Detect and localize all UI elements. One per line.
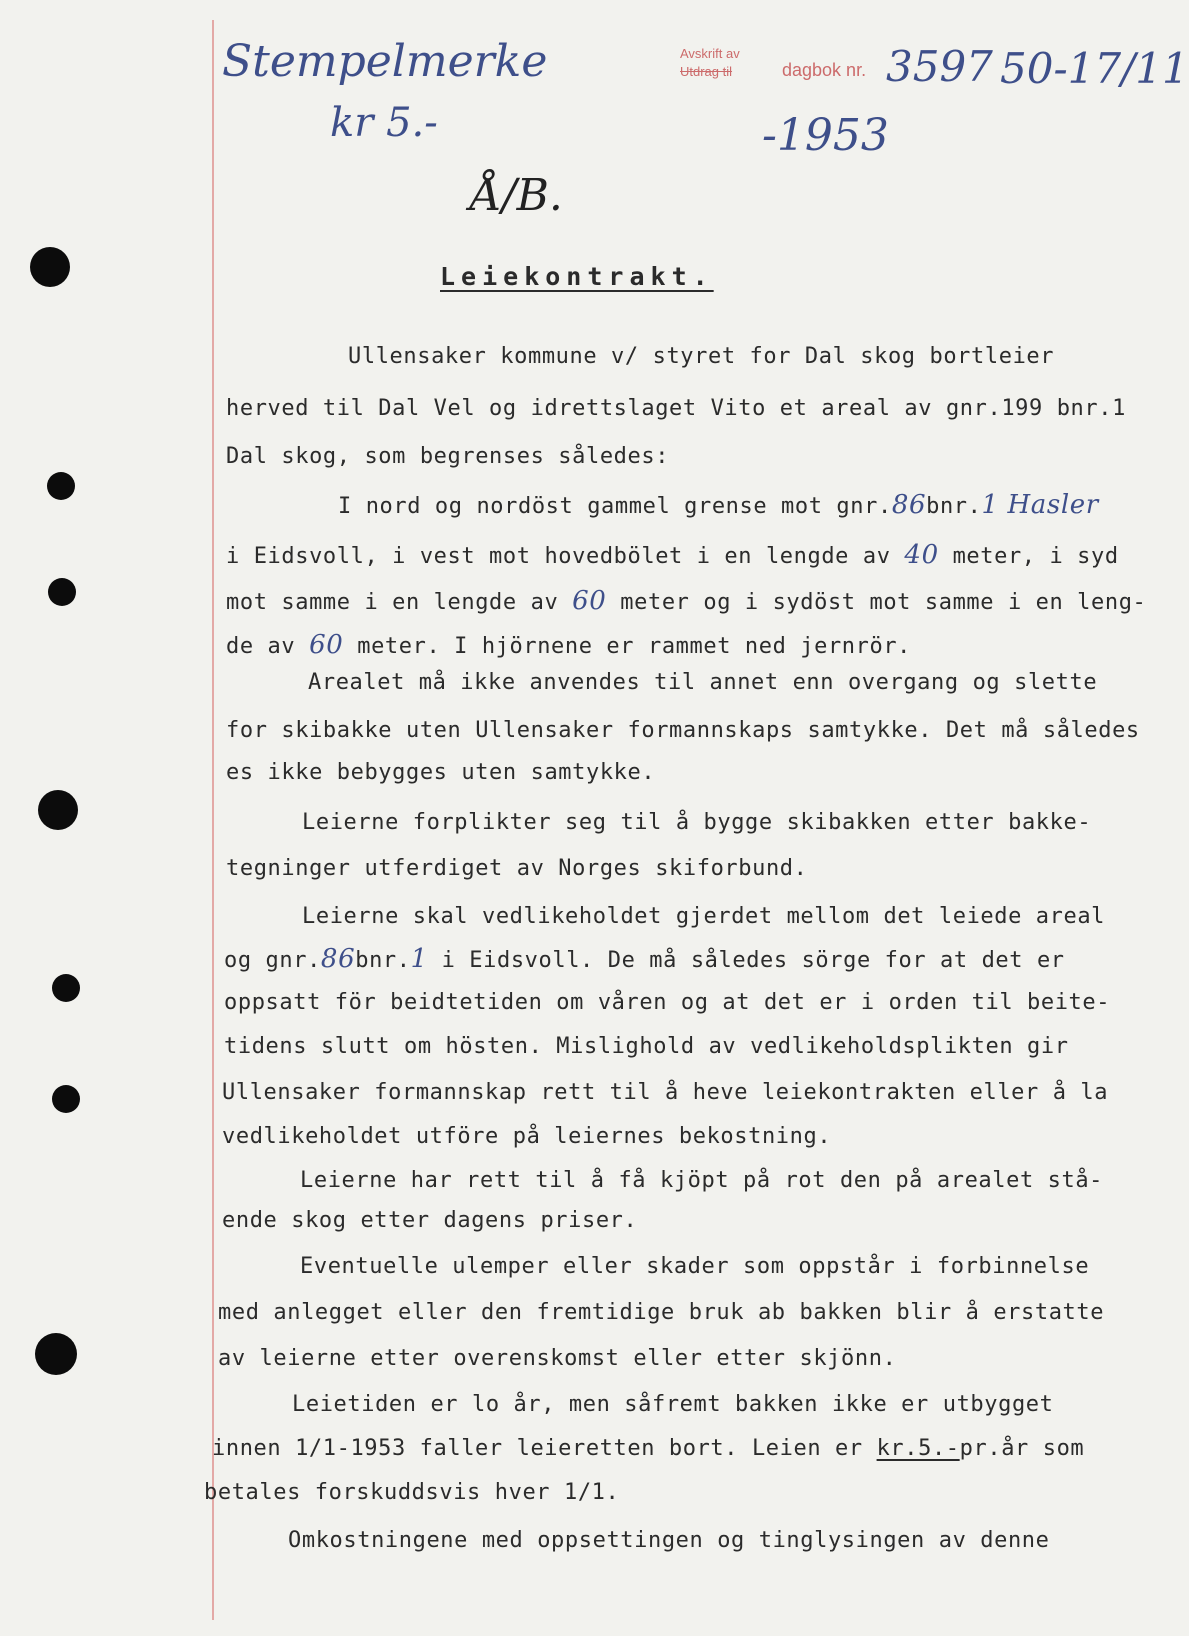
handwritten-insert: 1 Hasler xyxy=(981,490,1099,520)
text-line: tidens slutt om hösten. Mislighold av vedlikeholdsplikten gir xyxy=(224,1034,1069,1059)
punch-hole xyxy=(52,974,80,1002)
text-line: oppsatt för beidtetiden om våren og at det er i orden til beite- xyxy=(224,990,1111,1015)
dagbok-number: 3597 xyxy=(886,42,993,91)
text-line xyxy=(226,630,911,660)
text-line: Arealet må ikke anvendes til annet enn overgang og slette xyxy=(308,670,1098,695)
dagbok-suffix: 50-17/11 xyxy=(1000,44,1189,93)
text-line: Leierne forplikter seg til å bygge skibakken etter bakke- xyxy=(302,810,1092,835)
text-line: Ullensaker formannskap rett til å heve leiekontrakten eller å la xyxy=(222,1080,1109,1105)
rent-amount: kr.5.- xyxy=(876,1436,960,1461)
text-segment: bnr. xyxy=(926,494,982,519)
text-line: Ullensaker kommune v/ styret for Dal skog bortleier xyxy=(348,344,1055,369)
handwritten-insert: 86 xyxy=(320,944,356,974)
text-segment: meter og i sydöst mot samme i en leng- xyxy=(606,590,1147,615)
text-line xyxy=(338,490,1099,520)
stamp-label-bottom: Utdrag til xyxy=(680,64,733,79)
text-line xyxy=(212,1436,1084,1461)
text-line: Eventuelle ulemper eller skader som oppstår i forbinnelse xyxy=(300,1254,1090,1279)
punch-hole xyxy=(47,472,75,500)
margin-line xyxy=(212,20,214,1620)
text-line: es ikke bebygges uten samtykke. xyxy=(226,760,656,785)
handwritten-insert: 86 xyxy=(891,490,927,520)
text-segment: I nord og nordöst gammel grense mot gnr. xyxy=(338,494,892,519)
stamp-label-dagbok: dagbok nr. xyxy=(782,60,867,80)
text-line: for skibakke uten Ullensaker formannskaps samtykke. Det må således xyxy=(226,718,1140,743)
text-segment: meter. I hjörnene er rammet ned jernrör. xyxy=(343,634,912,659)
text-line xyxy=(224,944,1065,974)
dagbok-year: -1953 xyxy=(762,110,889,161)
punch-hole xyxy=(48,578,76,606)
text-line: herved til Dal Vel og idrettslaget Vito et areal av gnr.199 bnr.1 xyxy=(226,396,1126,421)
document-title: Leiekontrakt. xyxy=(440,262,714,291)
text-segment: de av xyxy=(226,634,310,659)
handwritten-insert: 1 xyxy=(410,944,428,974)
text-line: ende skog etter dagens priser. xyxy=(222,1208,638,1233)
text-line: Dal skog, som begrenses således: xyxy=(226,444,670,469)
text-segment: meter, i syd xyxy=(938,544,1119,569)
text-segment: i Eidsvoll, i vest mot hovedbölet i en lengde av xyxy=(226,544,905,569)
text-line: betales forskuddsvis hver 1/1. xyxy=(204,1480,620,1505)
stamp-label-top: Avskrift av xyxy=(680,46,740,61)
text-segment: innen 1/1-1953 faller leieretten bort. Leien er xyxy=(212,1436,877,1461)
text-line: vedlikeholdet utföre på leiernes bekostning. xyxy=(222,1124,832,1149)
text-segment: og gnr. xyxy=(224,948,321,973)
initials: Å/B. xyxy=(470,170,563,221)
text-segment: i Eidsvoll. De må således sörge for at det er xyxy=(427,948,1065,973)
handwritten-insert: 60 xyxy=(572,586,607,616)
handwritten-insert: 60 xyxy=(309,630,344,660)
text-line: Leierne har rett til å få kjöpt på rot den på arealet stå- xyxy=(300,1168,1104,1193)
text-segment: mot samme i en lengde av xyxy=(226,590,573,615)
punch-hole xyxy=(52,1085,80,1113)
handwritten-stamp-value: kr 5.- xyxy=(330,100,438,146)
text-segment: bnr. xyxy=(355,948,411,973)
text-line: med anlegget eller den fremtidige bruk ab bakken blir å erstatte xyxy=(218,1300,1105,1325)
text-line: Leietiden er lo år, men såfremt bakken ikke er utbygget xyxy=(292,1392,1054,1417)
punch-hole xyxy=(38,790,78,830)
text-line: tegninger utferdiget av Norges skiforbund. xyxy=(226,856,808,881)
punch-hole xyxy=(30,247,70,287)
rent-period: pr.år som xyxy=(959,1436,1085,1461)
text-line: Leierne skal vedlikeholdet gjerdet mellom det leiede areal xyxy=(302,904,1106,929)
punch-hole xyxy=(35,1333,77,1375)
handwritten-insert: 40 xyxy=(904,540,939,570)
text-line xyxy=(226,540,1119,570)
handwritten-note: Stempelmerke xyxy=(222,36,548,87)
text-line: Omkostningene med oppsettingen og tinglysingen av denne xyxy=(288,1528,1050,1553)
text-line: av leierne etter overenskomst eller etter skjönn. xyxy=(218,1346,897,1371)
text-line xyxy=(226,586,1146,616)
